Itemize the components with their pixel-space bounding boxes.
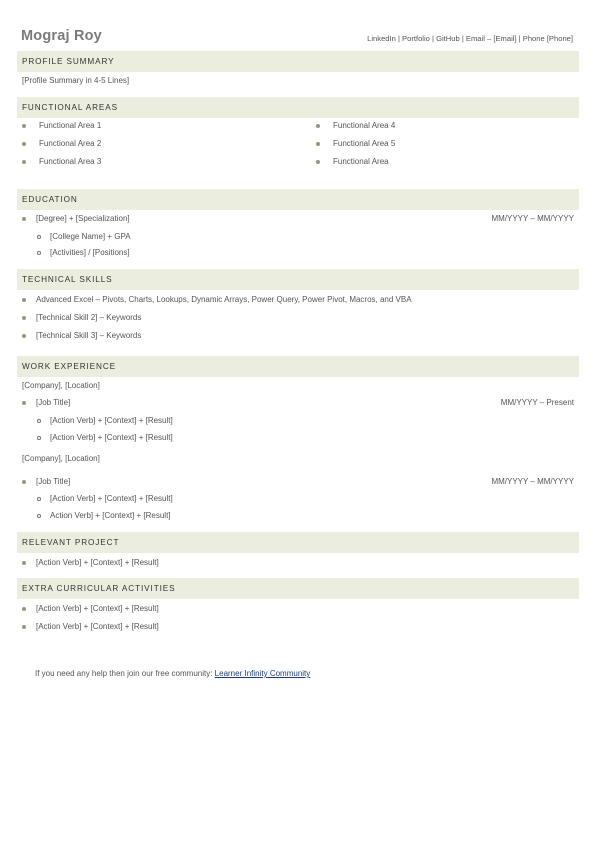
bullet-icon xyxy=(22,607,26,611)
extra-item: [Action Verb] + [Context] + [Result] xyxy=(36,604,159,613)
project-item: [Action Verb] + [Context] + [Result] xyxy=(36,558,159,567)
bullet-icon xyxy=(22,124,26,128)
bullet-icon xyxy=(22,160,26,164)
functional-area-item: Functional Area 4 xyxy=(333,121,396,130)
education-sub-item: [Activities] / [Positions] xyxy=(50,248,130,257)
profile-summary-text: [Profile Summary in 4-5 Lines] xyxy=(22,76,130,85)
contact-line: LinkedIn | Portfolio | GitHub | Email – [Email] | Phone [Phone] xyxy=(367,34,573,43)
sub-bullet-icon xyxy=(37,436,41,440)
bullet-icon xyxy=(22,625,26,629)
job-achievement: [Action Verb] + [Context] + [Result] xyxy=(50,416,173,425)
functional-area-item: Functional Area 2 xyxy=(39,139,102,148)
job-dates: MM/YYYY – MM/YYYY xyxy=(491,477,574,486)
education-section-bar xyxy=(17,189,579,210)
education-degree: [Degree] + [Specialization] xyxy=(36,214,130,223)
bullet-icon xyxy=(22,217,26,221)
community-link[interactable]: Learner Infinity Community xyxy=(214,669,311,678)
candidate-name: Mograj Roy xyxy=(21,28,102,44)
job-dates: MM/YYYY – Present xyxy=(500,398,574,407)
bullet-icon xyxy=(316,124,320,128)
bullet-icon xyxy=(316,160,320,164)
bullet-icon xyxy=(22,480,26,484)
skills-section-title: TECHNICAL SKILLS xyxy=(22,275,113,284)
functional-area-item: Functional Area xyxy=(333,157,389,166)
functional-area-item: Functional Area 3 xyxy=(39,157,102,166)
skill-item: [Technical Skill 3] – Keywords xyxy=(36,331,142,340)
job-achievement: [Action Verb] + [Context] + [Result] xyxy=(50,433,173,442)
functional-section-title: FUNCTIONAL AREAS xyxy=(22,103,118,112)
job-company: [Company], [Location] xyxy=(22,454,100,463)
extra-section-title: EXTRA CURRICULAR ACTIVITIES xyxy=(22,584,176,593)
functional-area-item: Functional Area 5 xyxy=(333,139,396,148)
education-dates: MM/YYYY – MM/YYYY xyxy=(491,214,574,223)
education-sub-item: [College Name] + GPA xyxy=(50,232,131,241)
sub-bullet-icon xyxy=(37,235,41,239)
work-section-title: WORK EXPERIENCE xyxy=(22,362,117,371)
bullet-icon xyxy=(22,561,26,565)
functional-area-item: Functional Area 1 xyxy=(39,121,102,130)
bullet-icon xyxy=(316,142,320,146)
job-company: [Company], [Location] xyxy=(22,381,100,390)
footer-note xyxy=(35,669,310,678)
sub-bullet-icon xyxy=(37,251,41,255)
sub-bullet-icon xyxy=(37,497,41,501)
bullet-icon xyxy=(22,298,26,302)
bullet-icon xyxy=(22,142,26,146)
job-achievement: [Action Verb] + [Context] + [Result] xyxy=(50,494,173,503)
education-section-title: EDUCATION xyxy=(22,195,78,204)
skill-item: [Technical Skill 2] – Keywords xyxy=(36,313,142,322)
job-title: [Job Title] xyxy=(36,477,71,486)
sub-bullet-icon xyxy=(37,514,41,518)
skill-item: Advanced Excel – Pivots, Charts, Lookups, Dynamic Arrays, Power Query, Power Pivot, Macros, and VBA xyxy=(36,295,412,304)
profile-section-title: PROFILE SUMMARY xyxy=(22,57,115,66)
bullet-icon xyxy=(22,401,26,405)
footer-text: If you need any help then join our free community: xyxy=(35,669,215,678)
job-achievement: Action Verb] + [Context] + [Result] xyxy=(50,511,171,520)
job-title: [Job Title] xyxy=(36,398,71,407)
project-section-title: RELEVANT PROJECT xyxy=(22,538,120,547)
bullet-icon xyxy=(22,316,26,320)
bullet-icon xyxy=(22,334,26,338)
sub-bullet-icon xyxy=(37,419,41,423)
extra-item: [Action Verb] + [Context] + [Result] xyxy=(36,622,159,631)
